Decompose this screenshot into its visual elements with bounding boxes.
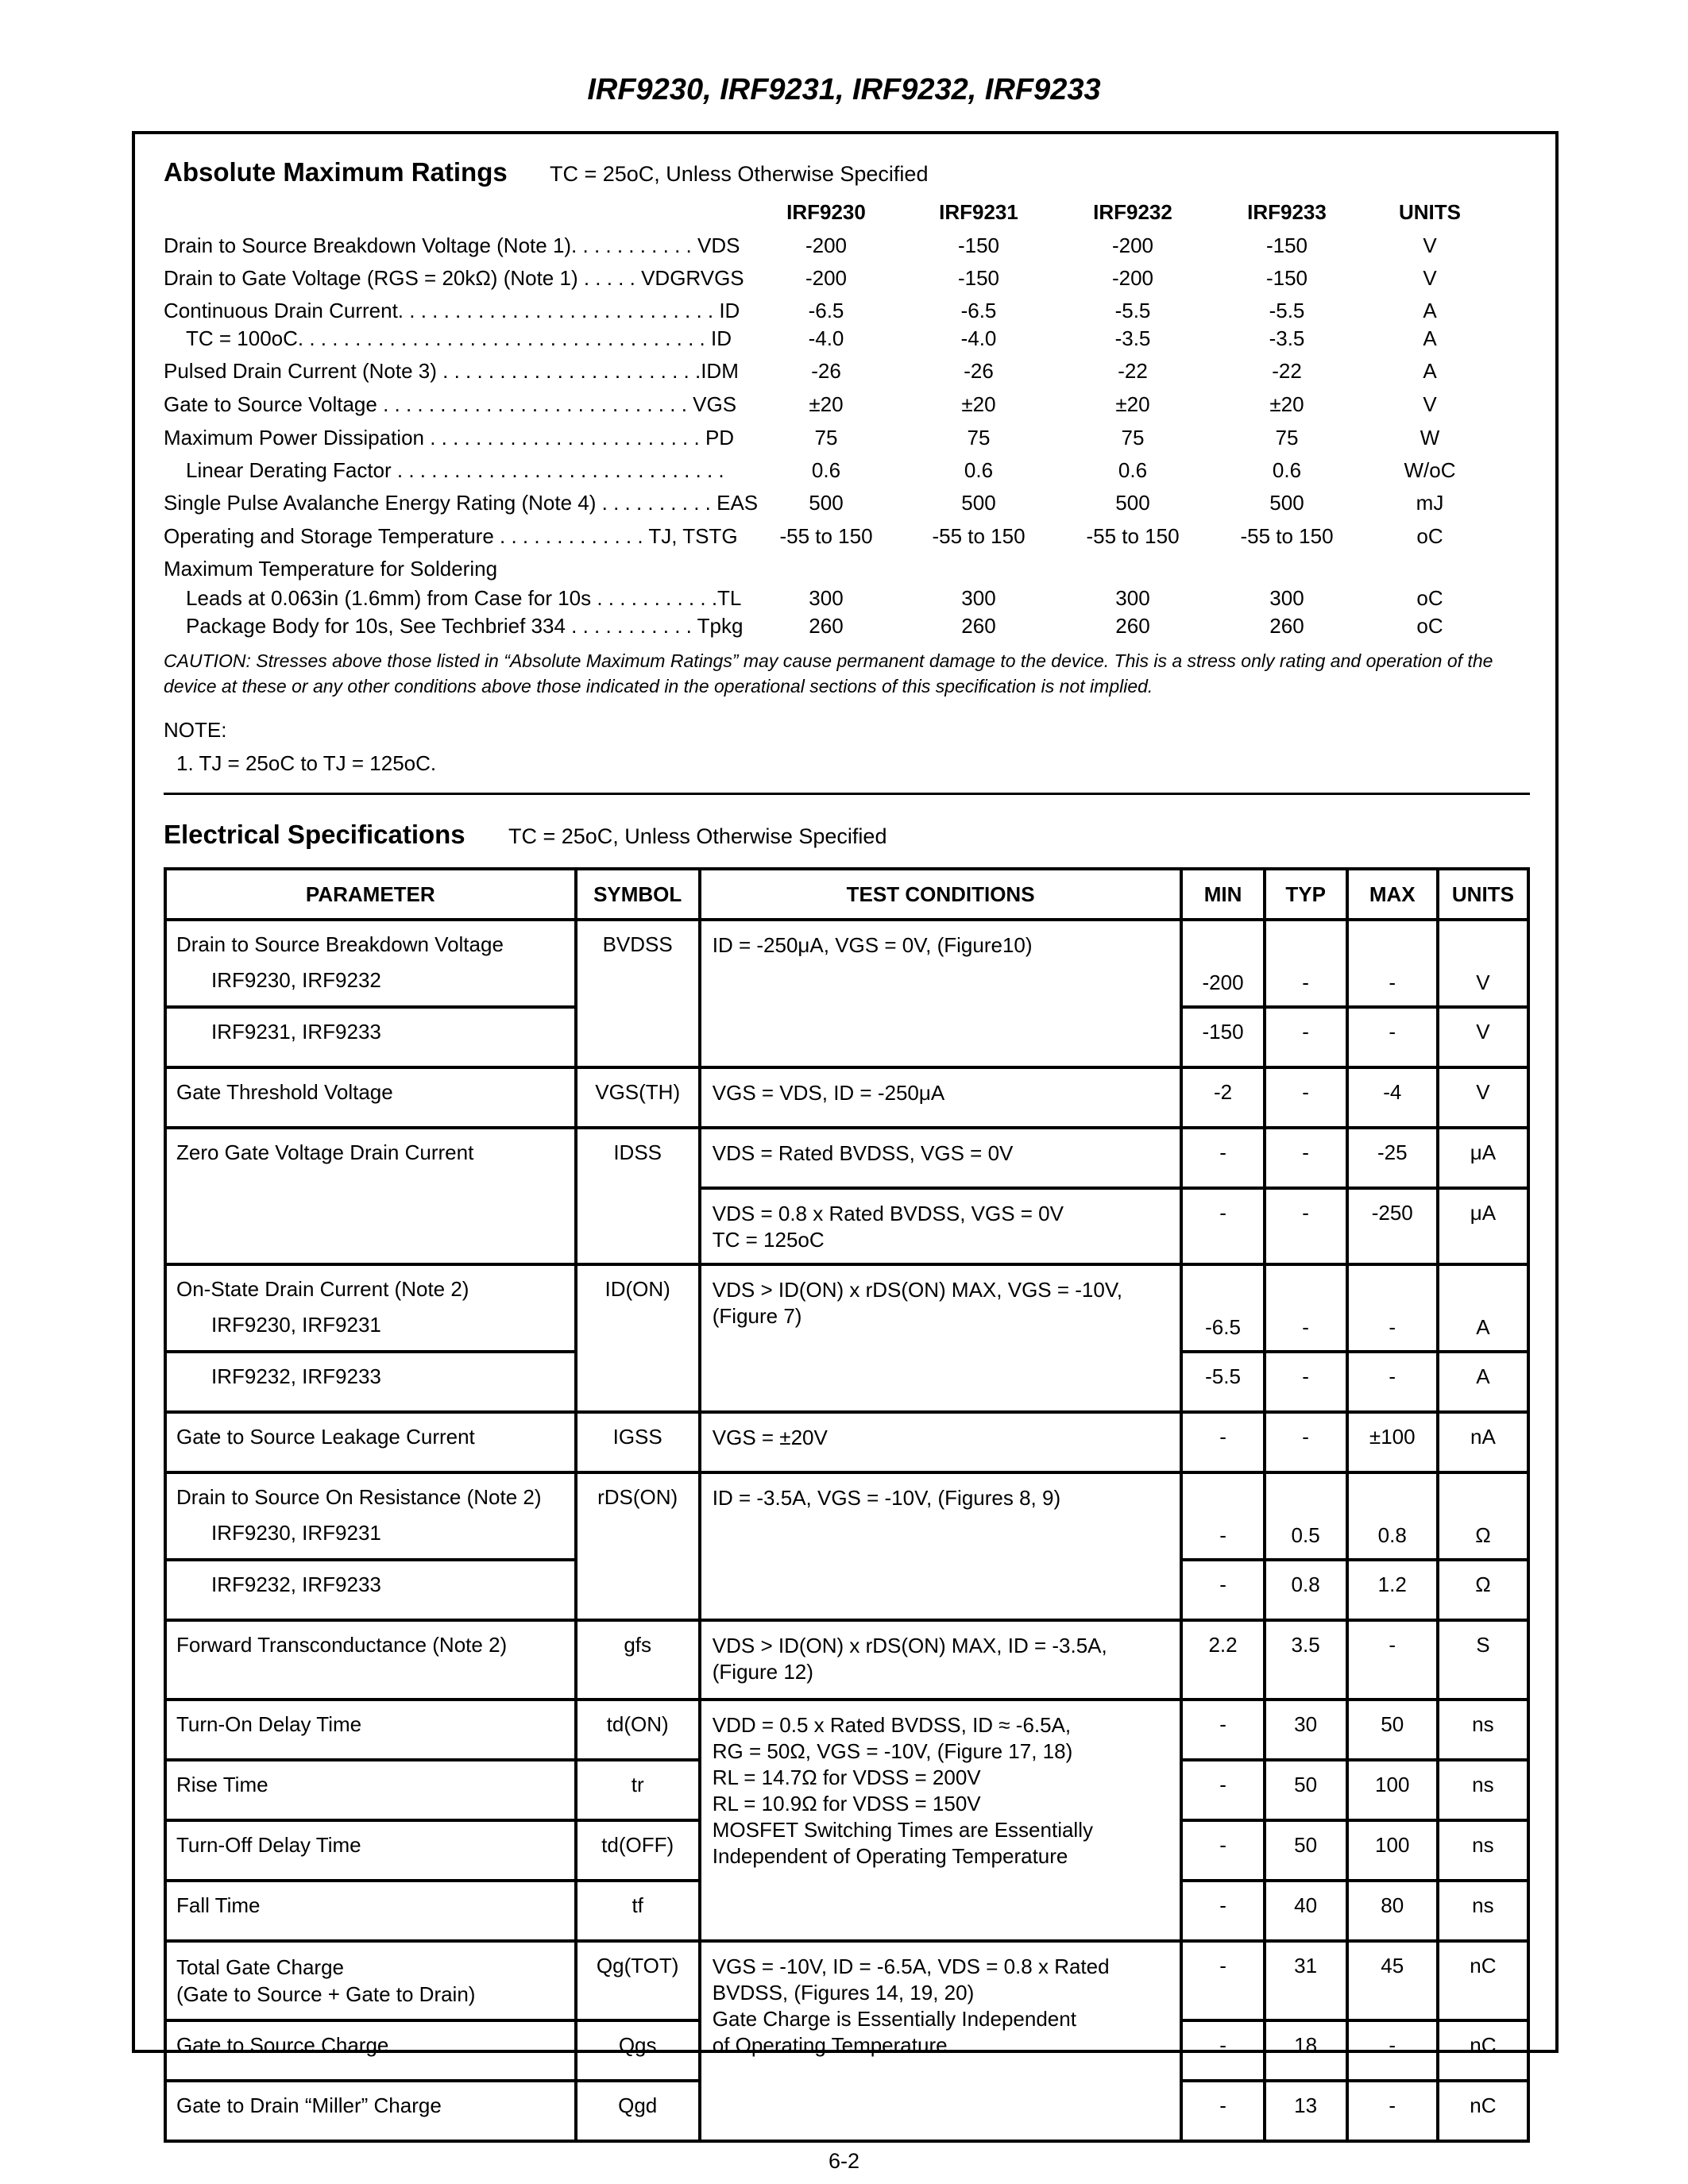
max-cell: - — [1347, 1264, 1438, 1352]
section-divider — [164, 793, 1530, 795]
abs-col-header: IRF9230 — [786, 200, 866, 224]
abs-row-label: TC = 100oC. . . . . . . . . . . . . . . . . . . . . . . . . . . . . . . . . . . . ID — [186, 326, 732, 350]
symbol-cell: Qgd — [576, 2081, 700, 2141]
abs-row-value: 0.6 — [1272, 458, 1302, 482]
abs-row-value: -150 — [1265, 233, 1308, 257]
unit-cell: V — [1438, 1067, 1528, 1128]
param-cell: Gate to Drain “Miller” Charge — [165, 2081, 576, 2141]
min-cell: -200 — [1181, 920, 1264, 1007]
abs-row-unit: V — [1423, 233, 1437, 257]
col-header: MIN — [1181, 869, 1264, 920]
abs-row-value: 500 — [809, 491, 844, 515]
param-line: Total Gate Charge — [176, 1955, 345, 1979]
param-cell: Fall Time — [165, 1881, 576, 1941]
abs-row-unit: oC — [1416, 524, 1443, 548]
table-row — [165, 1941, 1528, 2020]
param-cell — [165, 1941, 576, 2020]
cond-line: VDS = 0.8 x Rated BVDSS, VGS = 0V — [712, 1202, 1064, 1225]
min-cell: - — [1181, 2020, 1264, 2081]
abs-row-label: Maximum Temperature for Soldering — [164, 557, 498, 581]
abs-row-unit: A — [1423, 359, 1437, 383]
cond-cell: VGS = ±20V — [700, 1412, 1182, 1472]
unit-cell: nA — [1438, 1412, 1528, 1472]
abs-row-value: -150 — [957, 233, 1000, 257]
abs-max-condition: TC = 25oC, Unless Otherwise Specified — [550, 162, 929, 186]
table-row — [165, 1264, 1528, 1352]
typ-cell: - — [1265, 920, 1347, 1007]
col-header: SYMBOL — [576, 869, 700, 920]
param-name: On-State Drain Current (Note 2) — [176, 1277, 469, 1301]
min-cell: -2 — [1181, 1067, 1264, 1128]
min-cell: - — [1181, 1941, 1264, 2020]
param-cell — [165, 1472, 576, 1560]
page-number: 6-2 — [828, 2149, 860, 2173]
param-name: Drain to Source Breakdown Voltage — [176, 932, 504, 956]
abs-row-value: 0.6 — [964, 458, 994, 482]
param-cell — [165, 1264, 576, 1352]
abs-row-value: -5.5 — [1114, 299, 1151, 322]
electrical-spec-table — [164, 867, 1530, 2143]
min-cell: - — [1181, 1881, 1264, 1941]
abs-col-header: UNITS — [1399, 200, 1461, 224]
abs-row-value: -200 — [805, 233, 848, 257]
table-header-row — [165, 869, 1528, 920]
sub-param: IRF9232, IRF9233 — [211, 1364, 381, 1388]
typ-cell: 50 — [1265, 1760, 1347, 1820]
sub-param: IRF9230, IRF9231 — [211, 1521, 381, 1545]
abs-row-value: -22 — [1118, 359, 1148, 383]
typ-cell: - — [1265, 1067, 1347, 1128]
param-line: (Gate to Source + Gate to Drain) — [176, 1982, 476, 2006]
symbol-cell: VGS(TH) — [576, 1067, 700, 1128]
max-cell: ±100 — [1347, 1412, 1438, 1472]
param-cell: Gate Threshold Voltage — [165, 1067, 576, 1128]
symbol-cell: rDS(ON) — [576, 1472, 700, 1620]
abs-row-value: -3.5 — [1114, 326, 1151, 350]
symbol-cell: Qg(TOT) — [576, 1941, 700, 2020]
abs-row-value: -200 — [1111, 233, 1154, 257]
typ-cell: 50 — [1265, 1820, 1347, 1881]
unit-cell: Ω — [1438, 1560, 1528, 1620]
unit-cell: nC — [1438, 2081, 1528, 2141]
abs-row-value: ±20 — [809, 392, 844, 416]
document-title: IRF9230, IRF9231, IRF9232, IRF9233 — [587, 73, 1101, 106]
param-cell — [165, 1560, 576, 1620]
abs-row-value: -200 — [1111, 266, 1154, 290]
param-cell — [165, 1352, 576, 1412]
abs-row-value: 500 — [961, 491, 996, 515]
abs-row-value: -5.5 — [1269, 299, 1305, 322]
param-cell: Zero Gate Voltage Drain Current — [165, 1128, 576, 1264]
abs-row-unit: A — [1423, 299, 1437, 322]
cond-line: RG = 50Ω, VGS = -10V, (Figure 17, 18) — [712, 1739, 1073, 1763]
abs-row-value: -4.0 — [808, 326, 844, 350]
abs-row-value: 75 — [967, 426, 991, 450]
abs-row-value: 75 — [1121, 426, 1145, 450]
table-row — [165, 1472, 1528, 1560]
abs-row-value: 300 — [961, 586, 996, 610]
typ-cell: 0.8 — [1265, 1560, 1347, 1620]
abs-row-unit: V — [1423, 266, 1437, 290]
max-cell: - — [1347, 1352, 1438, 1412]
elec-spec-title: Electrical Specifications — [164, 820, 465, 849]
abs-row-unit: oC — [1416, 614, 1443, 638]
min-cell: - — [1181, 1700, 1264, 1760]
abs-row-value: -26 — [964, 359, 994, 383]
unit-cell: ns — [1438, 1700, 1528, 1760]
param-cell — [165, 920, 576, 1007]
unit-cell: V — [1438, 920, 1528, 1007]
caution-text: CAUTION: Stresses above those listed in “Absolute Maximum Ratings” may cause permanent damage to the device. This is a stress only rating and operation of the device at these or any other conditions above those indicated in the operational sections of this specification is not implied. — [164, 650, 1493, 696]
symbol-cell: td(OFF) — [576, 1820, 700, 1881]
abs-row-label: Maximum Power Dissipation . . . . . . . . . . . . . . . . . . . . . . . . PD — [164, 426, 735, 450]
cond-line: Independent of Operating Temperature — [712, 1844, 1068, 1868]
param-cell: Rise Time — [165, 1760, 576, 1820]
sub-param: IRF9230, IRF9231 — [211, 1313, 381, 1337]
cond-line: MOSFET Switching Times are Essentially — [712, 1818, 1093, 1842]
symbol-cell: BVDSS — [576, 920, 700, 1067]
abs-row-value: ±20 — [961, 392, 996, 416]
abs-row-value: -55 to 150 — [932, 524, 1026, 548]
unit-cell: A — [1438, 1352, 1528, 1412]
cond-cell — [700, 1188, 1182, 1264]
sub-param: IRF9232, IRF9233 — [211, 1572, 381, 1596]
max-cell: -250 — [1347, 1188, 1438, 1264]
abs-row-value: -6.5 — [808, 299, 844, 322]
abs-row-value: 0.6 — [811, 458, 841, 482]
param-cell: Forward Transconductance (Note 2) — [165, 1620, 576, 1700]
col-header: UNITS — [1438, 869, 1528, 920]
abs-row-value: 0.6 — [1118, 458, 1148, 482]
abs-row-value: -4.0 — [960, 326, 997, 350]
param-name: Drain to Source On Resistance (Note 2) — [176, 1485, 542, 1509]
symbol-cell: gfs — [576, 1620, 700, 1700]
note-label: NOTE: — [164, 718, 227, 742]
table-row — [165, 1620, 1528, 1700]
unit-cell: ns — [1438, 1881, 1528, 1941]
cond-line: VDD = 0.5 x Rated BVDSS, ID ≈ -6.5A, — [712, 1713, 1072, 1737]
note-1: 1. TJ = 25oC to TJ = 125oC. — [176, 751, 437, 775]
abs-col-header: IRF9233 — [1247, 200, 1327, 224]
abs-row-value: -150 — [1265, 266, 1308, 290]
cond-cell: VDS > ID(ON) x rDS(ON) MAX, VGS = -10V, (Figure 7) — [700, 1264, 1182, 1412]
cond-cell — [700, 1941, 1182, 2141]
max-cell: - — [1347, 1007, 1438, 1067]
typ-cell: 13 — [1265, 2081, 1347, 2141]
typ-cell: - — [1265, 1128, 1347, 1188]
abs-row-value: 260 — [1115, 614, 1150, 638]
sub-param: IRF9231, IRF9233 — [211, 1020, 381, 1044]
unit-cell: S — [1438, 1620, 1528, 1700]
min-cell: - — [1181, 1128, 1264, 1188]
param-cell: Turn-On Delay Time — [165, 1700, 576, 1760]
abs-row-value: 500 — [1269, 491, 1304, 515]
abs-row-unit: oC — [1416, 586, 1443, 610]
symbol-cell: IDSS — [576, 1128, 700, 1264]
symbol-cell: IGSS — [576, 1412, 700, 1472]
abs-row-unit: W/oC — [1404, 458, 1456, 482]
abs-row-value: 75 — [1275, 426, 1299, 450]
abs-row-value: 300 — [809, 586, 844, 610]
abs-row-value: 300 — [1115, 586, 1150, 610]
abs-row-value: 500 — [1115, 491, 1150, 515]
abs-row-label: Drain to Source Breakdown Voltage (Note 1). . . . . . . . . . . VDS — [164, 233, 740, 257]
max-cell: - — [1347, 920, 1438, 1007]
abs-row-value: -26 — [811, 359, 841, 383]
abs-row-value: ±20 — [1269, 392, 1304, 416]
abs-row-value: -200 — [805, 266, 848, 290]
symbol-cell: Qgs — [576, 2020, 700, 2081]
abs-row-value: 75 — [814, 426, 838, 450]
max-cell: 0.8 — [1347, 1472, 1438, 1560]
typ-cell: 30 — [1265, 1700, 1347, 1760]
cond-cell: ID = -3.5A, VGS = -10V, (Figures 8, 9) — [700, 1472, 1182, 1620]
abs-row-label: Pulsed Drain Current (Note 3) . . . . . . . . . . . . . . . . . . . . . . .IDM — [164, 359, 739, 383]
table-row — [165, 1412, 1528, 1472]
min-cell: - — [1181, 1412, 1264, 1472]
typ-cell: 31 — [1265, 1941, 1347, 2020]
abs-row-value: 300 — [1269, 586, 1304, 610]
cond-line: VGS = -10V, ID = -6.5A, VDS = 0.8 x Rated — [712, 1954, 1110, 1978]
abs-row-value: -55 to 150 — [779, 524, 873, 548]
typ-cell: - — [1265, 1264, 1347, 1352]
min-cell: - — [1181, 1560, 1264, 1620]
abs-row-value: 260 — [809, 614, 844, 638]
min-cell: - — [1181, 1760, 1264, 1820]
table-row — [165, 1067, 1528, 1128]
typ-cell: 0.5 — [1265, 1472, 1347, 1560]
cond-cell: ID = -250μA, VGS = 0V, (Figure10) — [700, 920, 1182, 1067]
abs-col-header: IRF9232 — [1093, 200, 1172, 224]
cond-line: BVDSS, (Figures 14, 19, 20) — [712, 1981, 975, 2005]
abs-row-value: ±20 — [1115, 392, 1150, 416]
abs-row-label: Package Body for 10s, See Techbrief 334 . . . . . . . . . . . Tpkg — [186, 614, 744, 638]
cond-cell: VDS = Rated BVDSS, VGS = 0V — [700, 1128, 1182, 1188]
max-cell: -4 — [1347, 1067, 1438, 1128]
abs-row-label: Gate to Source Voltage . . . . . . . . . . . . . . . . . . . . . . . . . . . VGS — [164, 392, 737, 416]
min-cell: -6.5 — [1181, 1264, 1264, 1352]
max-cell: 100 — [1347, 1820, 1438, 1881]
max-cell: 50 — [1347, 1700, 1438, 1760]
abs-row-value: -55 to 150 — [1086, 524, 1180, 548]
max-cell: - — [1347, 2020, 1438, 2081]
table-row — [165, 1128, 1528, 1188]
col-header: TEST CONDITIONS — [700, 869, 1182, 920]
abs-row-value: 260 — [1269, 614, 1304, 638]
typ-cell: 18 — [1265, 2020, 1347, 2081]
max-cell: - — [1347, 1620, 1438, 1700]
min-cell: -150 — [1181, 1007, 1264, 1067]
abs-row-label: Drain to Gate Voltage (RGS = 20kΩ) (Note 1) . . . . . VDGRVGS — [164, 266, 744, 290]
unit-cell: A — [1438, 1264, 1528, 1352]
abs-row-value: -22 — [1272, 359, 1302, 383]
param-cell — [165, 1007, 576, 1067]
table-row — [165, 1700, 1528, 1760]
min-cell: - — [1181, 1472, 1264, 1560]
col-header: MAX — [1347, 869, 1438, 920]
cond-cell: VDS > ID(ON) x rDS(ON) MAX, ID = -3.5A, (Figure 12) — [700, 1620, 1182, 1700]
min-cell: - — [1181, 2081, 1264, 2141]
max-cell: 100 — [1347, 1760, 1438, 1820]
abs-row-value: -3.5 — [1269, 326, 1305, 350]
abs-row-label: Single Pulse Avalanche Energy Rating (Note 4) . . . . . . . . . . EAS — [164, 491, 759, 515]
symbol-cell: ID(ON) — [576, 1264, 700, 1412]
cond-line: Gate Charge is Essentially Independent — [712, 2007, 1076, 2031]
col-header: PARAMETER — [165, 869, 576, 920]
abs-max-title: Absolute Maximum Ratings — [164, 157, 508, 187]
min-cell: 2.2 — [1181, 1620, 1264, 1700]
min-cell: - — [1181, 1820, 1264, 1881]
symbol-cell: td(ON) — [576, 1700, 700, 1760]
cond-cell — [700, 1700, 1182, 1941]
abs-row-value: -6.5 — [960, 299, 997, 322]
min-cell: - — [1181, 1188, 1264, 1264]
typ-cell: 40 — [1265, 1881, 1347, 1941]
unit-cell: nC — [1438, 2020, 1528, 2081]
cond-cell: VGS = VDS, ID = -250μA — [700, 1067, 1182, 1128]
abs-row-value: 260 — [961, 614, 996, 638]
abs-row-value: -150 — [957, 266, 1000, 290]
max-cell: 1.2 — [1347, 1560, 1438, 1620]
param-cell: Gate to Source Leakage Current — [165, 1412, 576, 1472]
typ-cell: - — [1265, 1352, 1347, 1412]
symbol-cell: tr — [576, 1760, 700, 1820]
cond-line: of Operating Temperature — [712, 2033, 948, 2057]
abs-row-unit: V — [1423, 392, 1437, 416]
max-cell: 80 — [1347, 1881, 1438, 1941]
min-cell: -5.5 — [1181, 1352, 1264, 1412]
table-row — [165, 920, 1528, 1007]
param-cell: Gate to Source Charge — [165, 2020, 576, 2081]
cond-line: RL = 10.9Ω for VDSS = 150V — [712, 1792, 981, 1815]
abs-row-unit: W — [1420, 426, 1440, 450]
abs-col-header: IRF9231 — [939, 200, 1018, 224]
abs-row-label: Operating and Storage Temperature . . . . . . . . . . . . . TJ, TSTG — [164, 524, 738, 548]
unit-cell: ns — [1438, 1760, 1528, 1820]
unit-cell: V — [1438, 1007, 1528, 1067]
param-cell: Turn-Off Delay Time — [165, 1820, 576, 1881]
max-cell: -25 — [1347, 1128, 1438, 1188]
typ-cell: 3.5 — [1265, 1620, 1347, 1700]
typ-cell: - — [1265, 1412, 1347, 1472]
cond-line: RL = 14.7Ω for VDSS = 200V — [712, 1765, 981, 1789]
abs-row-label: Linear Derating Factor . . . . . . . . . . . . . . . . . . . . . . . . . . . . . — [186, 458, 724, 482]
typ-cell: - — [1265, 1007, 1347, 1067]
max-cell: 45 — [1347, 1941, 1438, 2020]
abs-row-label: Continuous Drain Current. . . . . . . . . . . . . . . . . . . . . . . . . . . . ID — [164, 299, 740, 322]
cond-line: TC = 125oC — [712, 1228, 825, 1252]
unit-cell: μA — [1438, 1128, 1528, 1188]
unit-cell: ns — [1438, 1820, 1528, 1881]
abs-row-unit: A — [1423, 326, 1437, 350]
symbol-cell: tf — [576, 1881, 700, 1941]
abs-row-label: Leads at 0.063in (1.6mm) from Case for 10s . . . . . . . . . . .TL — [186, 586, 742, 610]
abs-row-unit: mJ — [1416, 491, 1444, 515]
typ-cell: - — [1265, 1188, 1347, 1264]
abs-row-value: -55 to 150 — [1240, 524, 1334, 548]
max-cell: - — [1347, 2081, 1438, 2141]
unit-cell: μA — [1438, 1188, 1528, 1264]
unit-cell: nC — [1438, 1941, 1528, 2020]
unit-cell: Ω — [1438, 1472, 1528, 1560]
elec-spec-condition: TC = 25oC, Unless Otherwise Specified — [508, 824, 887, 848]
col-header: TYP — [1265, 869, 1347, 920]
sub-param: IRF9230, IRF9232 — [211, 968, 381, 992]
